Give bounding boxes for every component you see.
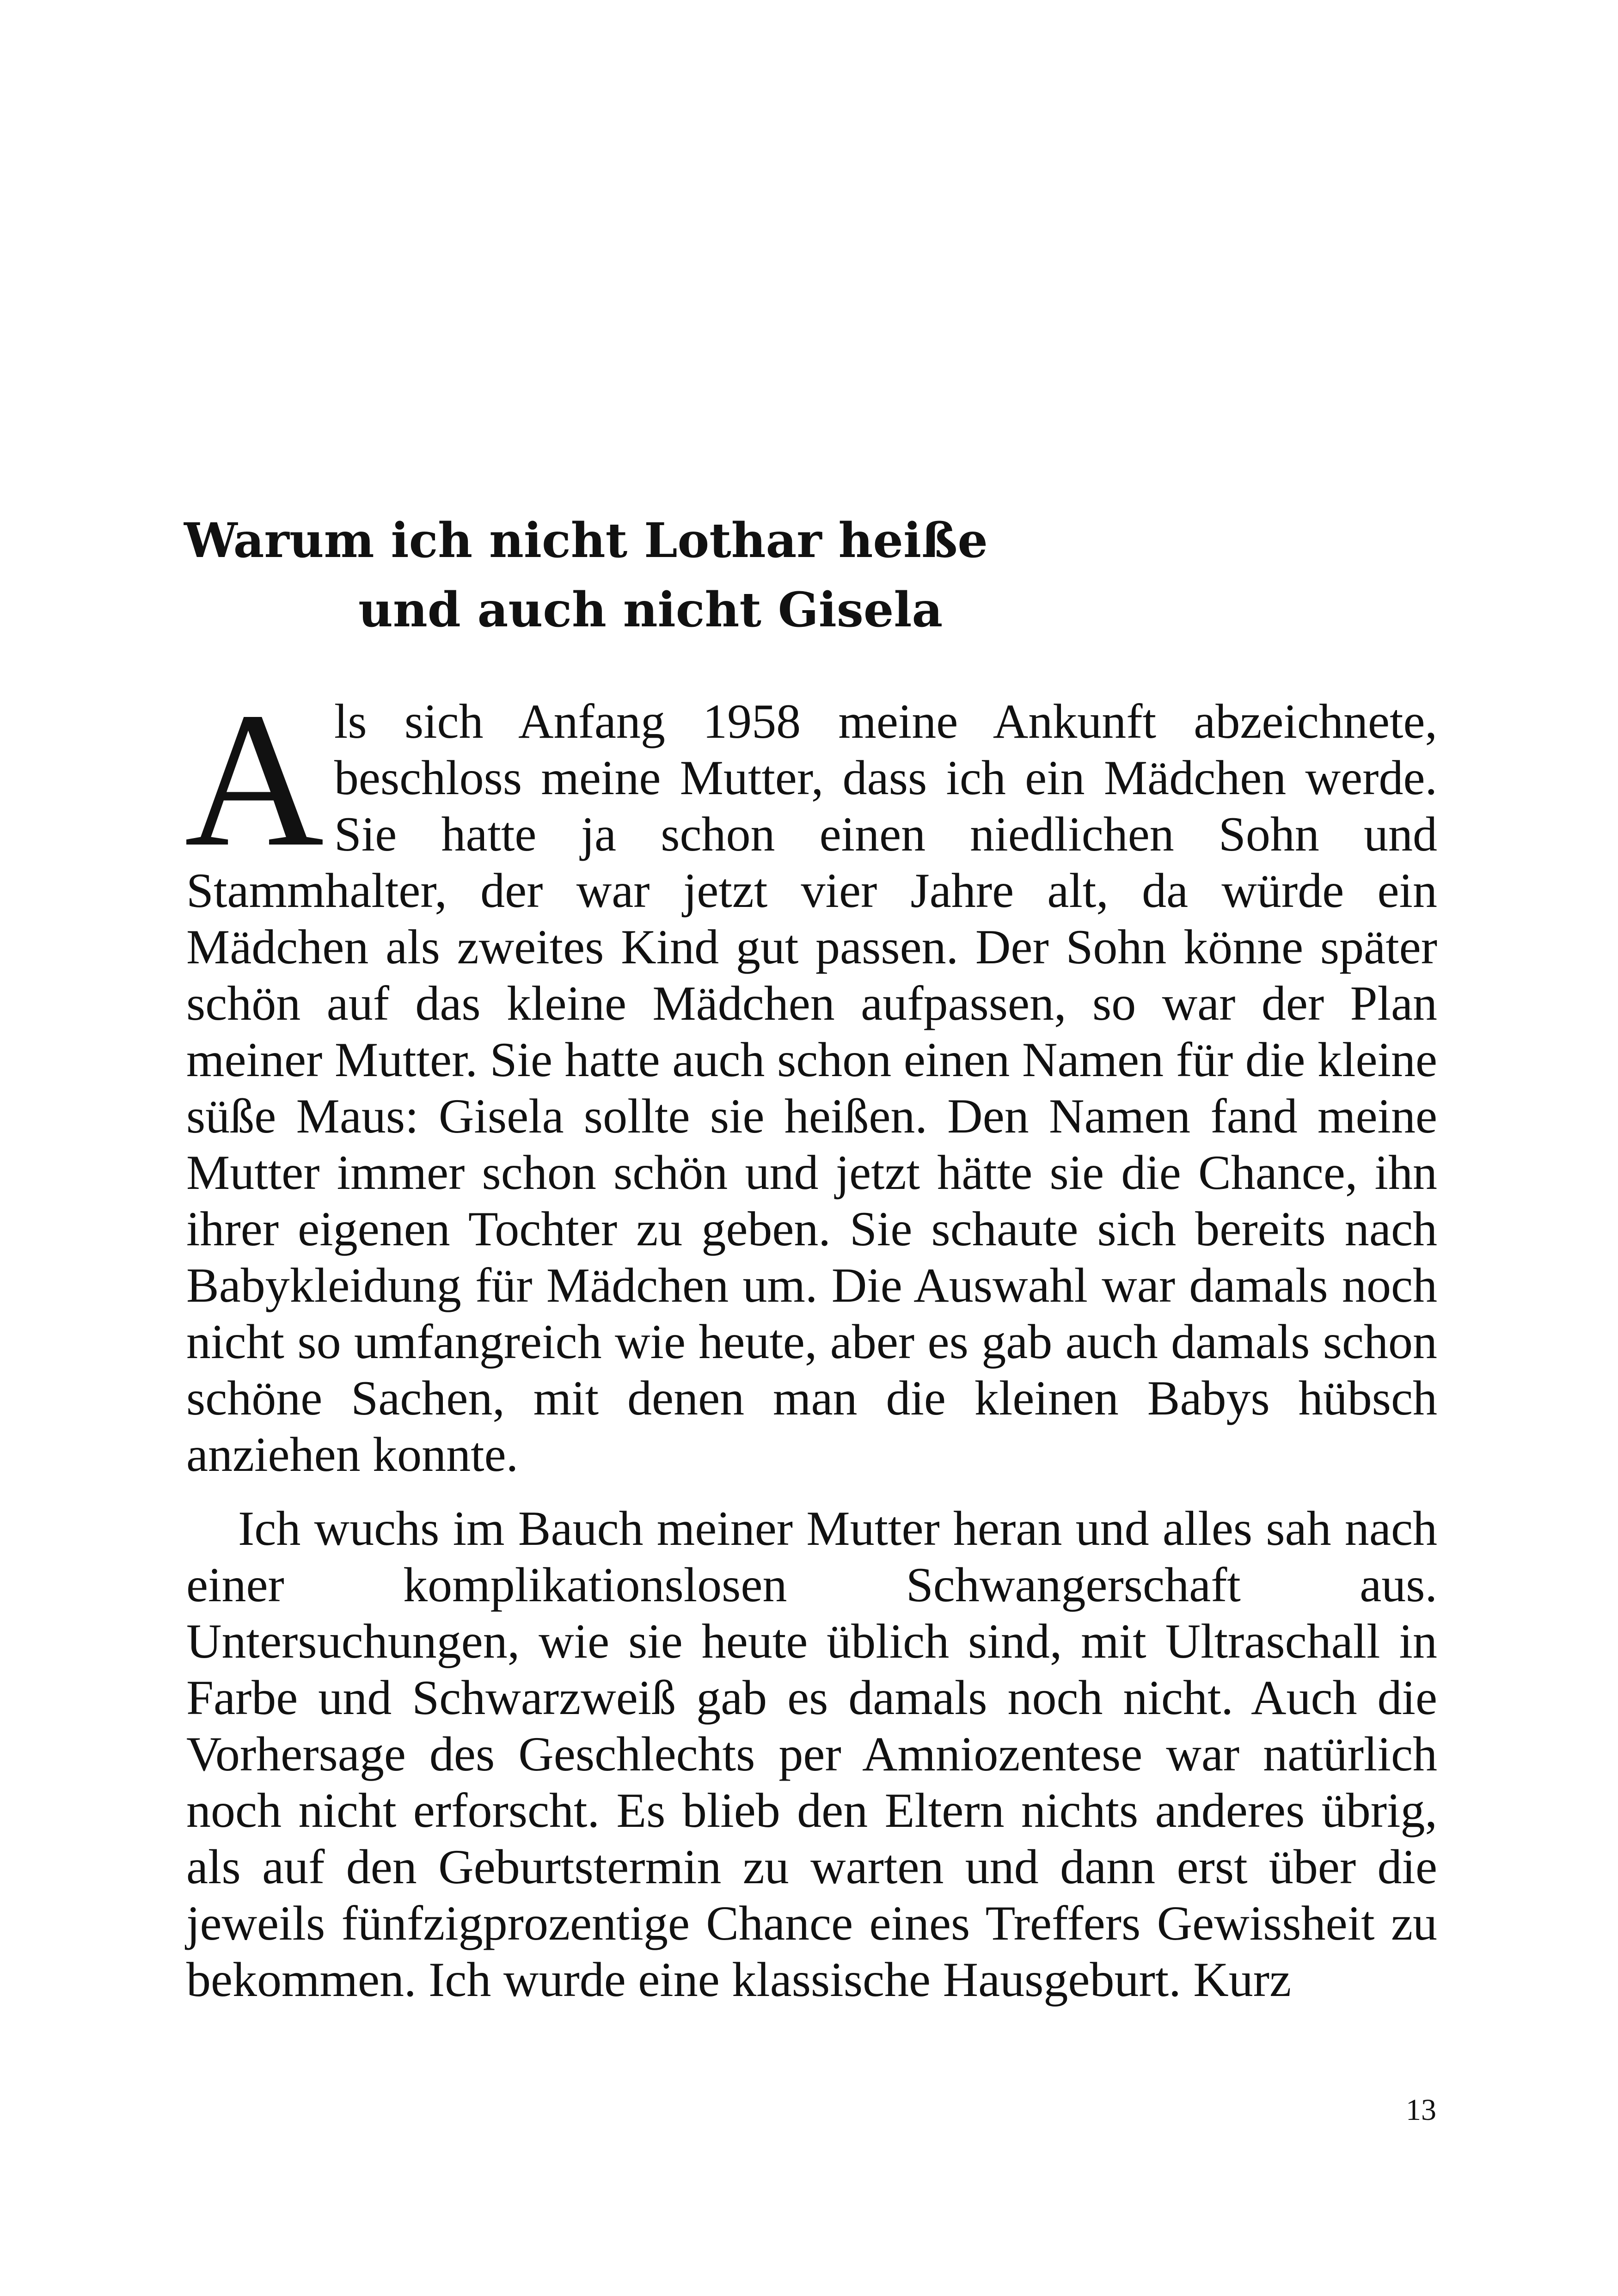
chapter-title-line-2: und auch nicht Gisela — [358, 582, 943, 638]
page-number: 13 — [1406, 2093, 1436, 2127]
drop-cap: A — [184, 673, 324, 887]
chapter-title-line-1: Warum ich nicht Lothar heiße — [184, 513, 988, 569]
paragraph-1 — [184, 673, 1437, 1483]
chapter-title — [184, 506, 1432, 645]
paragraph-1-text: ls sich Anfang 1958 meine Ankunft abzeichnete, beschloss meine Mutter, dass ich ein Mädchen werde. Sie hatte ja schon einen niedlichen Sohn und Stammhalter, der war jetzt vier Jahre alt, da würde ein Mädchen als zweites Kind gut passen. Der Sohn könne später schön auf das kleine Mädchen aufpassen, so war der Plan meiner Mutter. Sie hatte auch schon einen Namen für die kleine süße Maus: Gisela sollte sie heißen. Den Namen fand meine Mutter immer schon schön und jetzt hätte sie die Chance, ihn ihrer eigenen Tochter zu geben. Sie schaute sich bereits nach Babykleidung für Mädchen um. Die Auswahl war damals noch nicht so umfangreich wie heute, aber es gab auch damals schon schöne Sachen, mit denen man die kleinen Babys hübsch anziehen konnte. — [186, 694, 1437, 1482]
body-text — [184, 673, 1437, 2008]
paragraph-2: Ich wuchs im Bauch meiner Mutter heran und alles sah nach einer komplikationslosen Schwangerschaft aus. Untersuchungen, wie sie heute üblich sind, mit Ultraschall in Farbe und Schwarzweiß gab es damals noch nicht. Auch die Vorhersage des Geschlechts per Amniozentese war natürlich noch nicht erforscht. Es blieb den Eltern nichts anderes übrig, als auf den Geburtstermin zu warten und dann erst über die jeweils fünfzigprozentige Chance eines Treffers Gewissheit zu bekommen. Ich wurde eine klassische Hausgeburt. Kurz — [186, 1501, 1437, 2007]
